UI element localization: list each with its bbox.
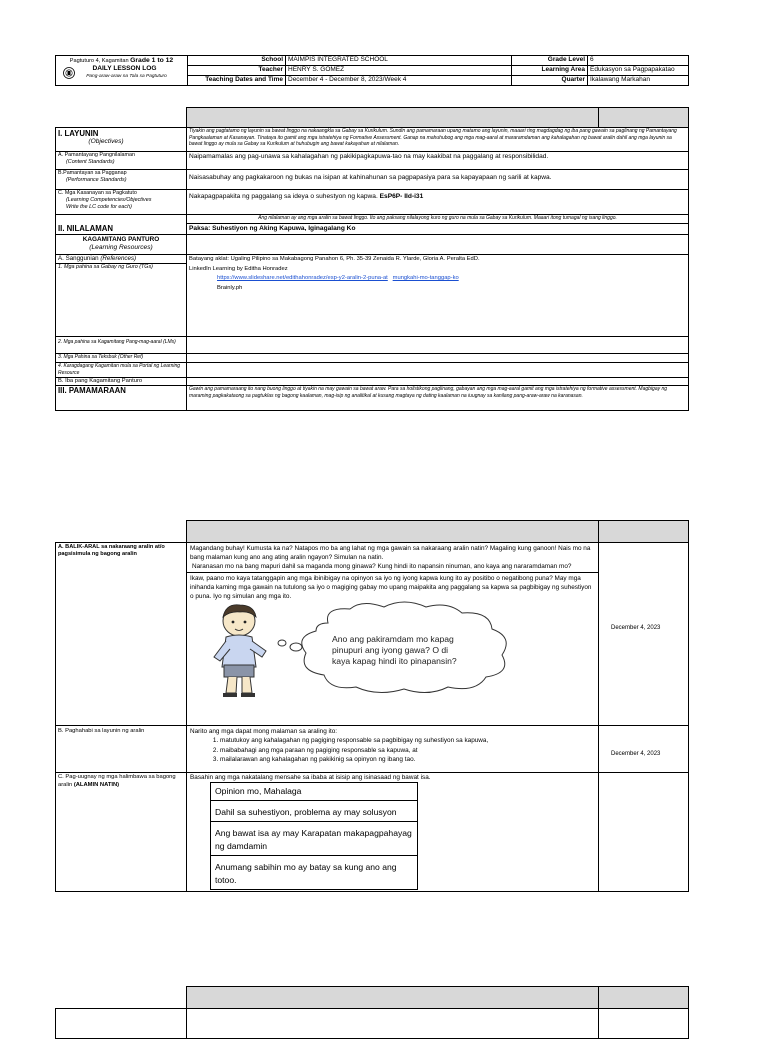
dates-value: December 4 - December 8, 2023/Week 4 bbox=[286, 76, 512, 86]
teacher-label: Teacher bbox=[188, 66, 286, 76]
date-paghahabi: December 4, 2023 bbox=[599, 726, 689, 773]
dates-label: Teaching Dates and Time bbox=[188, 76, 286, 86]
quarter-value: Ikalawang Markahan bbox=[588, 76, 689, 86]
procedure-date-header bbox=[599, 521, 689, 543]
procedure-table bbox=[55, 520, 689, 892]
nilalaman-description: Ang nilalaman ay ang mga aralin sa bawat linggo. Ito ang paksang nilalayong kuro ng guro na mula sa Gabay sa Kurikulum. Maaari itong tumagal ng isang linggo. bbox=[187, 215, 689, 224]
sanggunian-value: Batayang aklat: Ugaling Pilipino sa Makabagong Panahon 6, Ph. 35-39 Zenaida R. Ylarde, Gloria A. Peralta EdD. bbox=[189, 256, 480, 262]
paksa-cell: Paksa: Suhestiyon ng Aking Kapuwa, Iginagalang Ko bbox=[187, 224, 689, 235]
log-subtitle: Pang-araw-araw na Tala sa Pagtuturo bbox=[86, 74, 167, 79]
lm-pages-label: 2. Mga pahina sa Kagamitang Pang-mag-aaral (LMs) bbox=[56, 337, 187, 354]
performance-standards-label: B.Pamantayan sa Pagganap bbox=[58, 170, 127, 176]
message-item: Ang bawat isa ay may Karapatan makapagpahayag ng damdamin bbox=[211, 822, 417, 856]
paksa-value: Suhestiyon ng Aking Kapuwa, Iginagalang Ko bbox=[212, 225, 356, 232]
illustration-area bbox=[190, 601, 595, 701]
competencies-value: Nakapagpapakita ng paggalang sa ideya o suhestyon ng kapwa. bbox=[189, 193, 378, 200]
header-table bbox=[55, 55, 689, 86]
thought-bubble-text: Ano ang pakiramdam mo kapag pinupuri ang iyong gawa? O di kaya kapag hindi ito pinapansin? bbox=[332, 634, 457, 666]
next-date-header bbox=[599, 987, 689, 1009]
paghahabi-label: B. Paghahabi sa layunin ng aralin bbox=[56, 726, 187, 773]
performance-standards-sub: (Performance Standards) bbox=[66, 177, 127, 183]
content-standards-value: Naipamamalas ang pag-unawa sa kahalagahan ng pakikipagkapuwa-tao na may kaakibat na paggalang at responsibilidad. bbox=[187, 152, 689, 170]
competencies-sub1: (Learning Competencies/Objectives bbox=[66, 197, 152, 203]
guro-linkedin: LinkedIn Learning by Editha Honradez bbox=[189, 265, 288, 272]
learning-area-value: Edukasyon sa Pagpapakatao bbox=[588, 66, 689, 76]
procedure-day-header bbox=[187, 521, 599, 543]
objective-item: 2. maibabahagi ang mga paraan ng pagiging responsable sa kapuwa, at bbox=[220, 746, 595, 756]
school-label: School bbox=[188, 56, 286, 66]
balik-aral-para1: Magandang buhay! Kumusta ka na? Natapos mo ba ang lahat ng mga gawain sa nakaraang aralin natin? Magaling kung ganoon! Nais mo na bang malaman kung ano ang ating aralin ngayon? Simulan na natin. bbox=[190, 545, 591, 561]
messages-box bbox=[210, 782, 418, 890]
message-item: Opinion mo, Mahalaga bbox=[211, 783, 417, 801]
layunin-title: I. LAYUNIN bbox=[58, 129, 99, 138]
content-standards-label: A. Pamantayang Pangnilalaman bbox=[58, 152, 136, 158]
competency-code: EsP6P- IId-i31 bbox=[379, 193, 424, 200]
performance-standards-value: Naisasabuhay ang pagkakaroon ng bukas na isipan at kahinahunan sa pagpapasiya para sa kapayapaan ng sarili at kapwa. bbox=[187, 170, 689, 190]
kagamitan-subtitle: (Learning Resources) bbox=[89, 244, 153, 251]
pag-uugnay-label: C. Pag-uugnay ng mga halimbawa sa bagong aralin (ALAMIN NATIN) bbox=[56, 773, 187, 892]
day-header-cell bbox=[187, 108, 599, 128]
next-page-table bbox=[55, 986, 689, 1039]
objectives-list bbox=[190, 736, 595, 765]
grade-level-label: Grade Level bbox=[512, 56, 588, 66]
log-title-line1: Pagtuturo 4, Kagamitan Grade 1 to 12 bbox=[69, 57, 174, 64]
brainly-reference: Brainly.ph bbox=[217, 284, 243, 291]
grade-level-value: 6 bbox=[588, 56, 689, 66]
pag-uugnay-intro: Basahin ang mga nakatalang mensahe sa ibaba at isisip ang isinasaad ng bawat isa. bbox=[190, 774, 431, 781]
content-standards-sub: (Content Standards) bbox=[66, 159, 115, 165]
other-materials-label: B. Iba pang Kagamitang Panturo bbox=[56, 378, 187, 386]
message-item: Dahil sa suhestiyon, problema ay may solusyon bbox=[211, 801, 417, 822]
pamamaraan-title: III. PAMAMARAAN bbox=[58, 386, 126, 395]
date-header-cell bbox=[599, 108, 689, 128]
quarter-label: Quarter bbox=[512, 76, 588, 86]
layunin-subtitle: (Objectives) bbox=[88, 138, 124, 145]
nilalaman-title: II. NILALAMAN bbox=[58, 224, 114, 233]
learning-area-label: Learning Area bbox=[512, 66, 588, 76]
log-title: DAILY LESSON LOG bbox=[92, 65, 157, 72]
objective-item: 1. matutukoy ang kahalagahan ng pagiging responsable sa pagbibigay ng suhestiyon sa kapuwa, bbox=[220, 736, 595, 746]
objectives-table bbox=[55, 107, 689, 411]
teacher-value: HENRY S. GOMEZ bbox=[286, 66, 512, 76]
guro-pages-label: 1. Mga pahina sa Gabay ng Guro (TGs) bbox=[56, 263, 186, 271]
next-day-header bbox=[187, 987, 599, 1009]
portal-resources-label: 4. Karagdagang Kagamitan mula sa Portal ng Learning Resource bbox=[56, 363, 187, 378]
competencies-sub2: Write the LC code for each) bbox=[66, 204, 132, 210]
sanggunian-label: A. Sanggunian (References) bbox=[58, 255, 137, 262]
competencies-label: C. Mga Kasanayan sa Pagkatuto bbox=[58, 190, 137, 196]
message-item: Anumang sabihin mo ay batay sa kung ano ang totoo. bbox=[215, 862, 397, 885]
school-value: MAIMPIS INTEGRATED SCHOOL bbox=[286, 56, 512, 66]
balik-aral-para2: Naranasan mo na bang mapuri dahil sa maganda mong ginawa? Kung hindi ito napansin ninuman, ano kaya ang nararamdaman mo? bbox=[187, 562, 598, 573]
slideshare-link[interactable]: https://www.slideshare.net/edithahonradez/esp-y2-aralin-2-puna-at bbox=[217, 275, 388, 281]
slideshare-link-continued[interactable]: mungkahi-mo-tanggap-ko bbox=[392, 275, 459, 281]
paghahabi-intro: Narito ang mga dapat mong malaman sa araling ito: bbox=[190, 728, 338, 735]
kagamitan-title: KAGAMITANG PANTURO bbox=[82, 236, 160, 243]
date-balik-aral: December 4, 2023 bbox=[599, 543, 689, 726]
balik-aral-para3: Ikaw, paano mo kaya tatanggapin ang mga ibinibigay na opinyon sa iyo ng iyong kapwa kung ito ay positibo o negatibong puna? May mga inihanda kaming mga gawain na tutulong sa iyo o magiging gabay mo upang maipakita ang paggalang sa kapwa sa pagbibigay ng suhestiyon o puna. Iyo ng simulan ang mga ito. bbox=[190, 575, 592, 600]
teksbuk-pages-label: 3. Mga Pahina sa Teksbuk (Other Ref) bbox=[56, 354, 187, 363]
layunin-description: Tiyakin ang pagtatamo ng layunin sa bawat linggo na nakaangkla sa Gabay sa Kurikulum. Sundin ang pamamaraan upang matamo ang layunin, maaari ring magdagdag ng iba pang gawain sa paglinang ng Pamantayang Pangkaalaman at Kasanayan. Tinataya ito gamit ang mga istratehiya ng Formative Assessment. Ganap na mahuhubog ang mga mag-aaral at mararamdaman ang kahalagahan ng bawat aralin dahil ang mga layunin sa bawat linggo ay mula sa Gabay sa Kurikulum at huhubugin ang bawat kakayahan at nilalaman. bbox=[187, 128, 689, 152]
objective-item: 3. mailalarawan ang kahalagahan ng pakikinig sa opinyon ng ibang tao. bbox=[220, 755, 595, 765]
balik-aral-label: A. BALIK-ARAL sa nakaraang aralin at/o pagsisimula ng bagong aralin bbox=[58, 544, 165, 557]
pamamaraan-description: Gawin ang pamamaraang ito nang buong linggo at tiyakin na may gawain sa bawat araw. Para sa holistikong paglinang, gabayan ang mga mag-aaral gamit ang mga istratehiya ng formative assessment. Magbigay ng maraming pagkakataong sa pagtuklas ng bagong kaalaman, mag-isip ng analitikal at kusang magtaya ng dating kaalaman na iuugnay sa kanilang pang-araw-araw na karanasan. bbox=[187, 386, 689, 411]
